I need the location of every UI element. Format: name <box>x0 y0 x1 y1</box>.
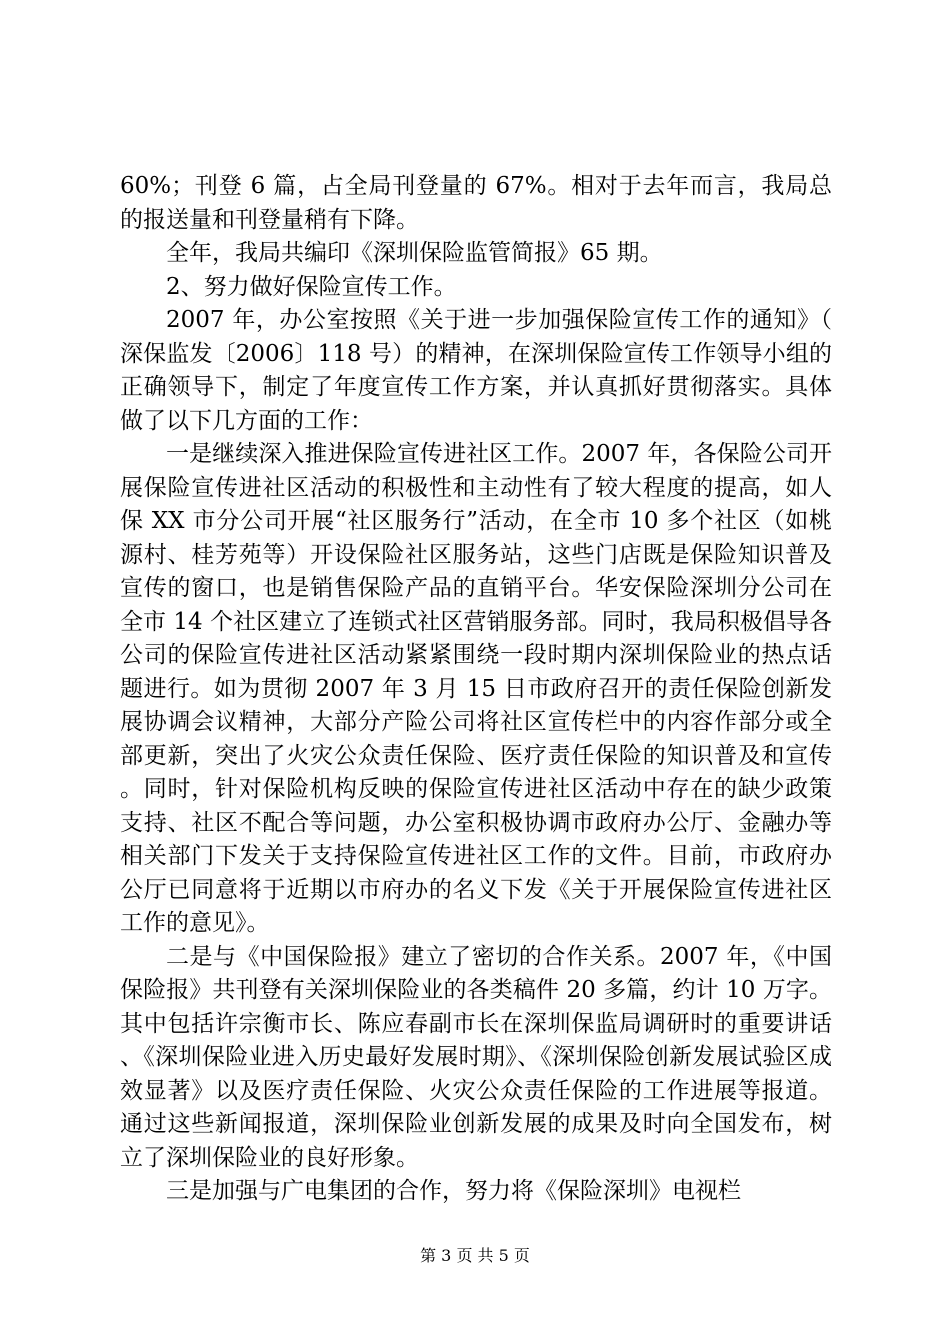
paragraph-bulletin-count: 全年，我局共编印《深圳保险监管简报》65 期。 <box>166 240 663 266</box>
paragraph-publicity-intro: 2007 年，办公室按照《关于进一步加强保险宣传工作的通知》（深保监发〔2006〕118 号）的精神，在深圳保险宣传工作领导小组的正确领导下，制定了年度宣传工作方案，并认真抓好贯彻落实。具体做了以下几方面的工作： <box>120 307 832 434</box>
paragraph-broadcast-cooperation: 三是加强与广电集团的合作，努力将《保险深圳》电视栏 <box>166 1178 741 1204</box>
paragraph-china-insurance-news: 二是与《中国保险报》建立了密切的合作关系。2007 年，《中国保险报》共刊登有关深圳保险业的各类稿件 20 多篇，约计 10 万字。其中包括许宗衡市长、陈应春副市长在深圳保监局调研时的重要讲话、《深圳保险业进入历史最好发展时期》、《深圳保险创新发展试验区成效显著》以及医疗责任保险、火灾公众责任保险的工作进展等报道。通过这些新闻报道，深圳保险业创新发展的成果及时向全国发布，树立了深圳保险业的良好形象。 <box>120 943 832 1171</box>
paragraph-continuation: 60%；刊登 6 篇，占全局刊登量的 67%。相对于去年而言，我局总的报送量和刊登量稍有下降。 <box>120 173 832 233</box>
paragraph-community-work: 一是继续深入推进保险宣传进社区工作。2007 年，各保险公司开展保险宣传进社区活动的积极性和主动性有了较大程度的提高，如人保 XX 市分公司开展“社区服务行”活动，在全市 10 多个社区（如桃源村、桂芳苑等）开设保险社区服务站，这些门店既是保险知识普及宣传的窗口，也是销售保险产品的直销平台。华安保险深圳分公司在全市 14 个社区建立了连锁式社区营销服务部。同时，我局积极倡导各公司的保险宣传进社区活动紧紧围绕一段时期内深圳保险业的热点话题进行。如为贯彻 2007 年 3 月 15 日市政府召开的责任保险创新发展协调会议精神，大部分产险公司将社区宣传栏中的内容作部分或全部更新，突出了火灾公众责任保险、医疗责任保险的知识普及和宣传。同时，针对保险机构反映的保险宣传进社区活动中存在的缺少政策支持、社区不配合等问题，办公室积极协调市政府办公厅、金融办等相关部门下发关于支持保险宣传进社区工作的文件。目前，市政府办公厅已同意将于近期以市府办的名义下发《关于开展保险宣传进社区工作的意见》。 <box>120 441 832 936</box>
page-number-footer: 第 3 页 共 5 页 <box>420 1246 530 1265</box>
document-body <box>120 170 832 1209</box>
section-heading-publicity: 2、努力做好保险宣传工作。 <box>166 273 457 300</box>
